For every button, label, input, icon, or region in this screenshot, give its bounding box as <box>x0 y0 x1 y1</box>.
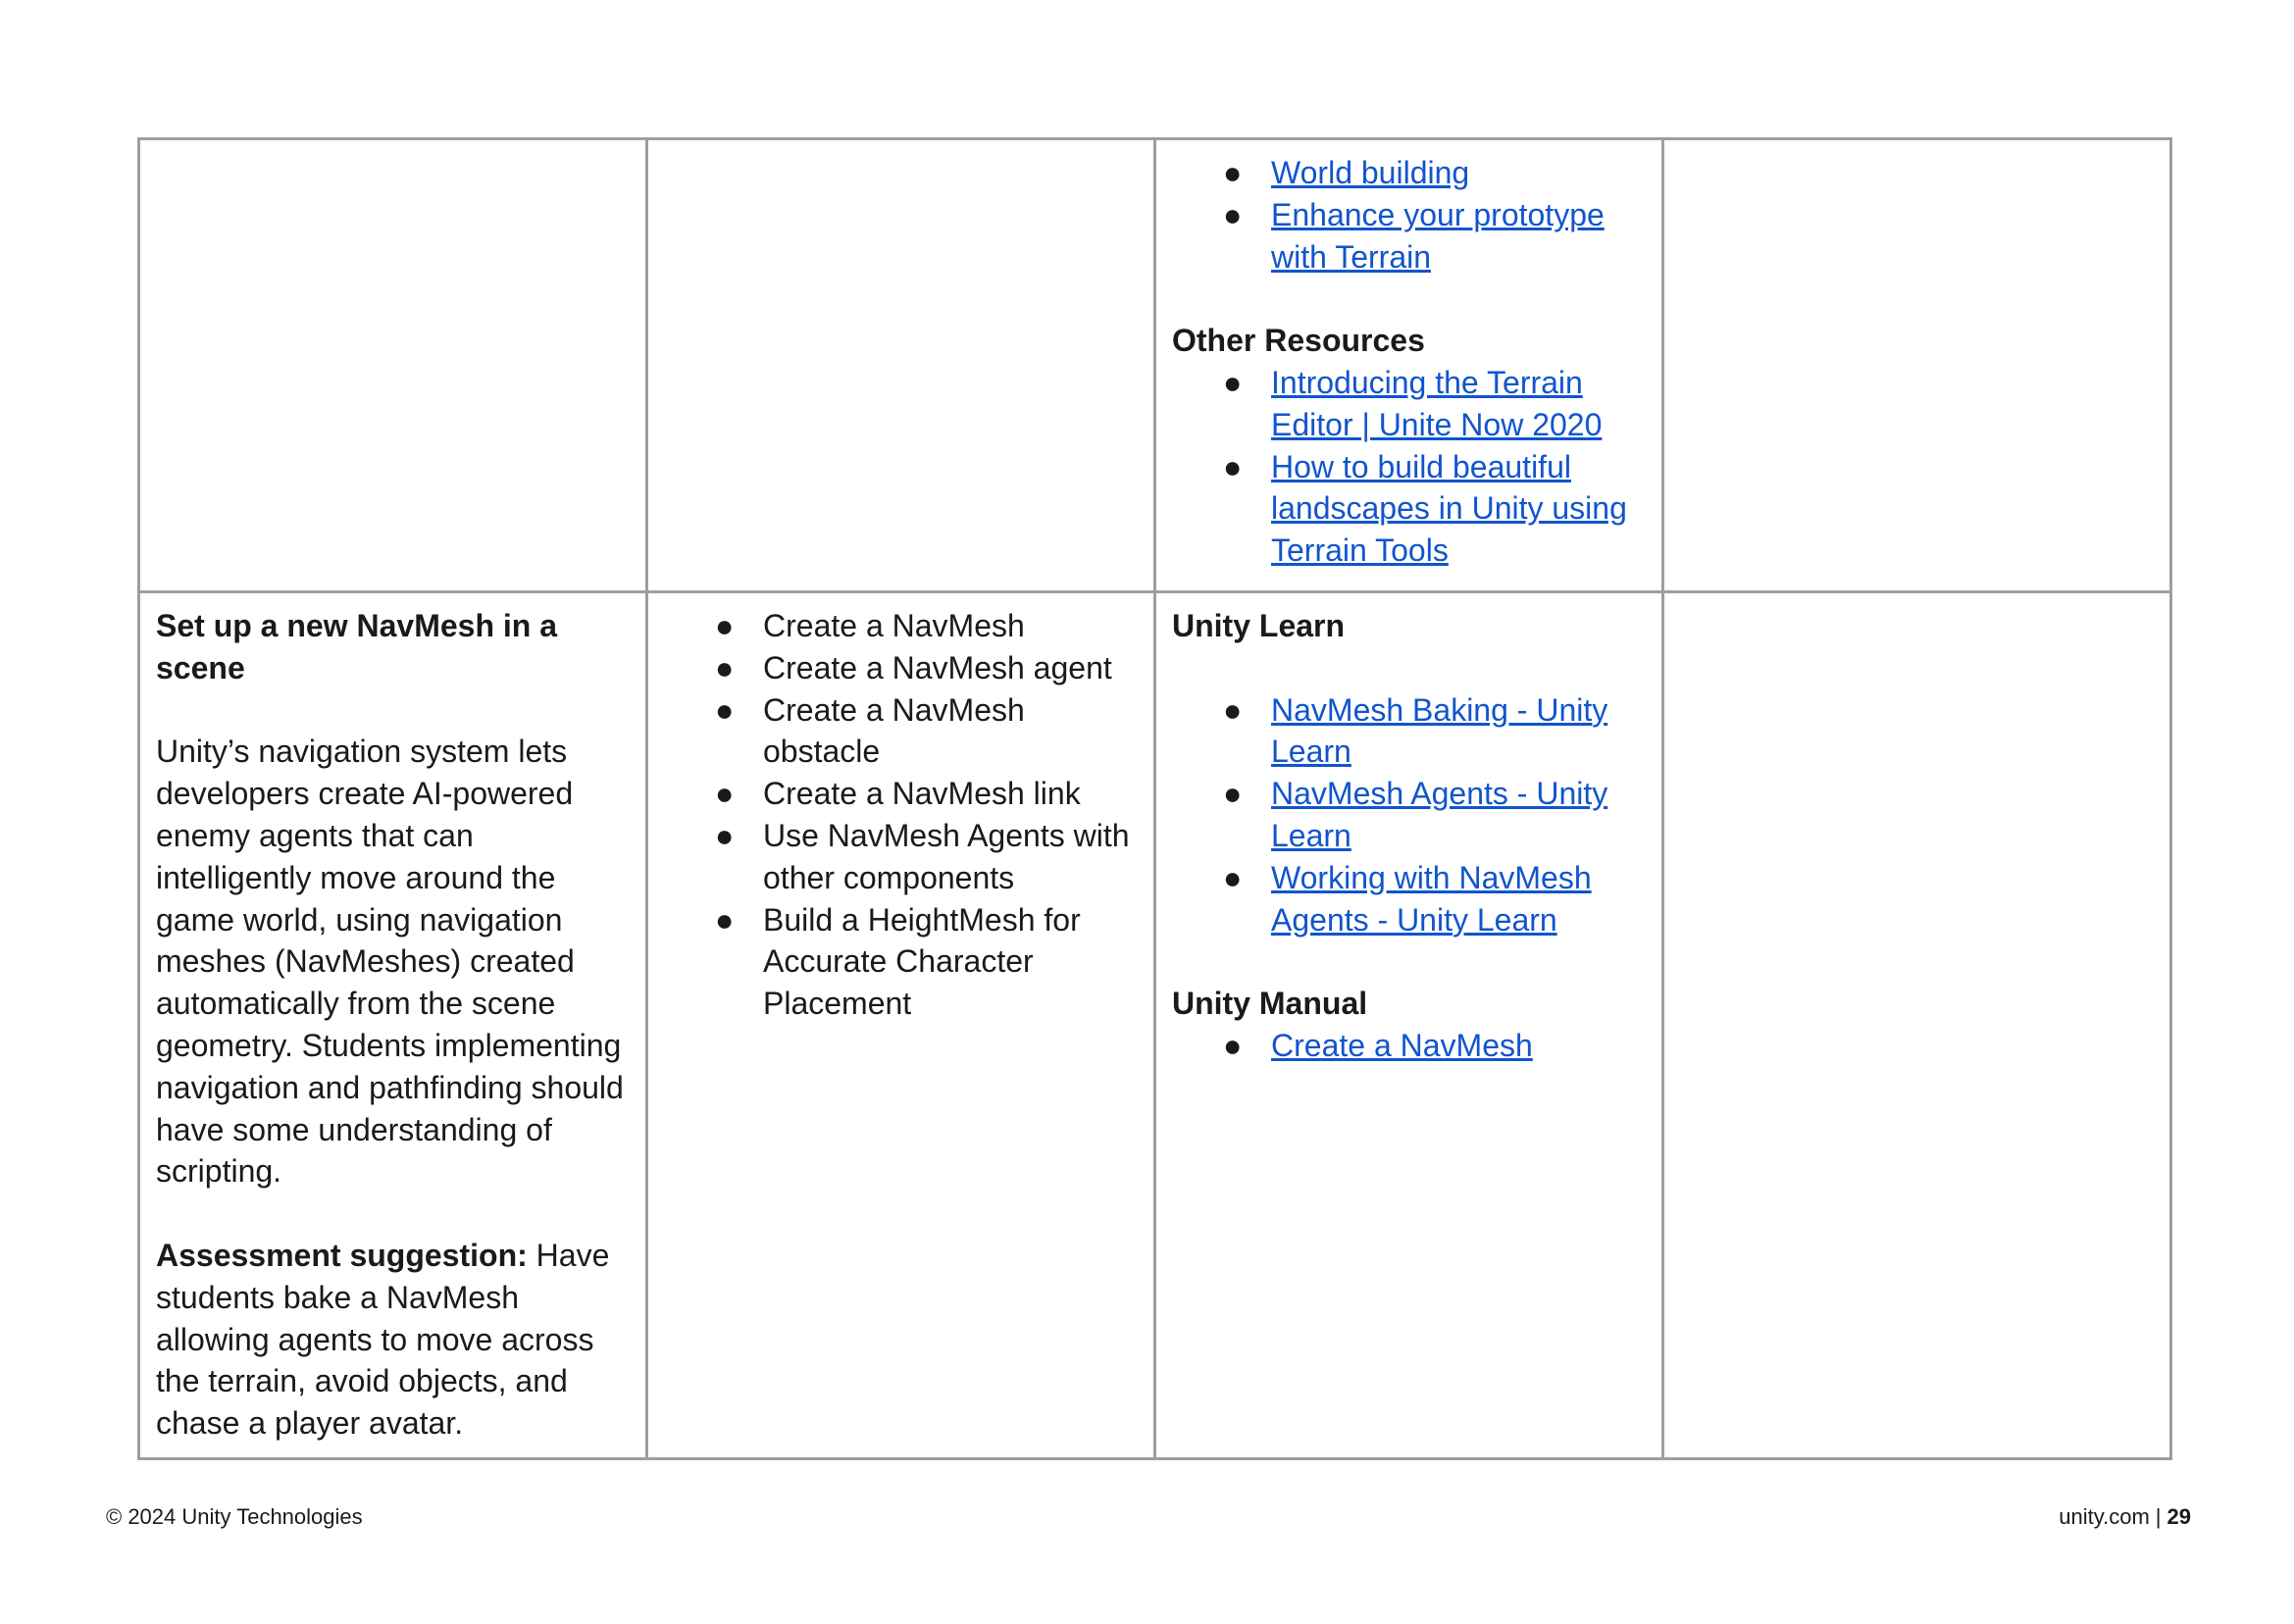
other-resources-heading: Other Resources <box>1172 323 1425 359</box>
navmesh-baking-link[interactable]: NavMesh Baking - Unity Learn <box>1271 691 1608 770</box>
bullet-icon: ● <box>715 608 735 643</box>
curriculum-table <box>137 137 2172 1460</box>
list-item <box>1172 857 1646 941</box>
table-cell <box>139 139 647 592</box>
skill-text: Use NavMesh Agents with other components <box>763 817 1130 895</box>
list-item <box>664 899 1138 1025</box>
list-item <box>664 647 1138 689</box>
list-item <box>1172 446 1646 572</box>
table-cell <box>1663 139 2171 592</box>
list-item <box>1172 152 1646 194</box>
topic-description: Unity’s navigation system lets developers create AI-powered enemy agents that can intelligently move around the game world, using navigation meshes (NavMeshes) created automatically from the scene geometry. Students implementing navigation and pathfinding should have some understanding of scripting. <box>156 734 624 1190</box>
topic-cell <box>139 592 647 1459</box>
list-item <box>1172 773 1646 857</box>
resources-cell <box>1155 592 1663 1459</box>
list-item <box>1172 689 1646 774</box>
skill-text: Build a HeightMesh for Accurate Character Placement <box>763 901 1081 1022</box>
bullet-icon: ● <box>1223 364 1243 400</box>
create-navmesh-link[interactable]: Create a NavMesh <box>1271 1027 1533 1063</box>
skill-text: Create a NavMesh obstacle <box>763 691 1025 770</box>
table-cell <box>647 139 1155 592</box>
bullet-icon: ● <box>715 901 735 938</box>
navmesh-agents-link[interactable]: NavMesh Agents - Unity Learn <box>1271 776 1608 853</box>
bullet-icon: ● <box>715 649 735 685</box>
table-row <box>139 592 2171 1459</box>
skills-cell <box>647 592 1155 1459</box>
topic-title: Set up a new NavMesh in a scene <box>156 608 557 685</box>
skill-text: Create a NavMesh link <box>763 776 1081 812</box>
bullet-icon: ● <box>1223 691 1243 728</box>
enhance-prototype-link[interactable]: Enhance your prototype with Terrain <box>1271 196 1605 275</box>
bullet-icon: ● <box>1223 196 1243 232</box>
list-item <box>664 815 1138 899</box>
list-item <box>664 605 1138 647</box>
list-item <box>664 689 1138 774</box>
bullet-icon: ● <box>1223 776 1243 812</box>
assessment-suggestion <box>156 1235 630 1445</box>
working-with-navmesh-agents-link[interactable]: Working with NavMesh Agents - Unity Learn <box>1271 859 1592 938</box>
resources-cell <box>1155 139 1663 592</box>
list-item <box>1172 362 1646 446</box>
page-number: 29 <box>2167 1504 2191 1529</box>
footer-separator: | <box>2155 1504 2162 1529</box>
bullet-icon: ● <box>715 776 735 812</box>
bullet-icon: ● <box>1223 448 1243 484</box>
bullet-icon: ● <box>1223 1027 1243 1063</box>
assessment-label: Assessment suggestion: <box>156 1237 528 1273</box>
bullet-icon: ● <box>715 817 735 853</box>
assessment-text: Have students bake a NavMesh allowing agents to move across the terrain, avoid objects, and chase a player avatar. <box>156 1237 610 1442</box>
unity-learn-heading: Unity Learn <box>1172 608 1346 643</box>
page-footer-right <box>2059 1504 2191 1530</box>
terrain-editor-unite-link[interactable]: Introducing the Terrain Editor | Unite Now 2020 <box>1271 364 1603 442</box>
list-item <box>664 773 1138 815</box>
site-link[interactable]: unity.com <box>2059 1504 2150 1529</box>
unity-manual-heading: Unity Manual <box>1172 986 1368 1022</box>
table-row <box>139 139 2171 592</box>
bullet-icon: ● <box>1223 859 1243 895</box>
skill-text: Create a NavMesh agent <box>763 649 1112 685</box>
copyright-text: © 2024 Unity Technologies <box>106 1504 363 1529</box>
skill-text: Create a NavMesh <box>763 608 1025 643</box>
bullet-icon: ● <box>715 691 735 728</box>
world-building-link[interactable]: World building <box>1271 155 1470 190</box>
beautiful-landscapes-link[interactable]: How to build beautiful landscapes in Unity using Terrain Tools <box>1271 448 1627 569</box>
list-item <box>1172 194 1646 279</box>
table-cell <box>1663 592 2171 1459</box>
list-item <box>1172 1025 1646 1067</box>
bullet-icon: ● <box>1223 155 1243 190</box>
